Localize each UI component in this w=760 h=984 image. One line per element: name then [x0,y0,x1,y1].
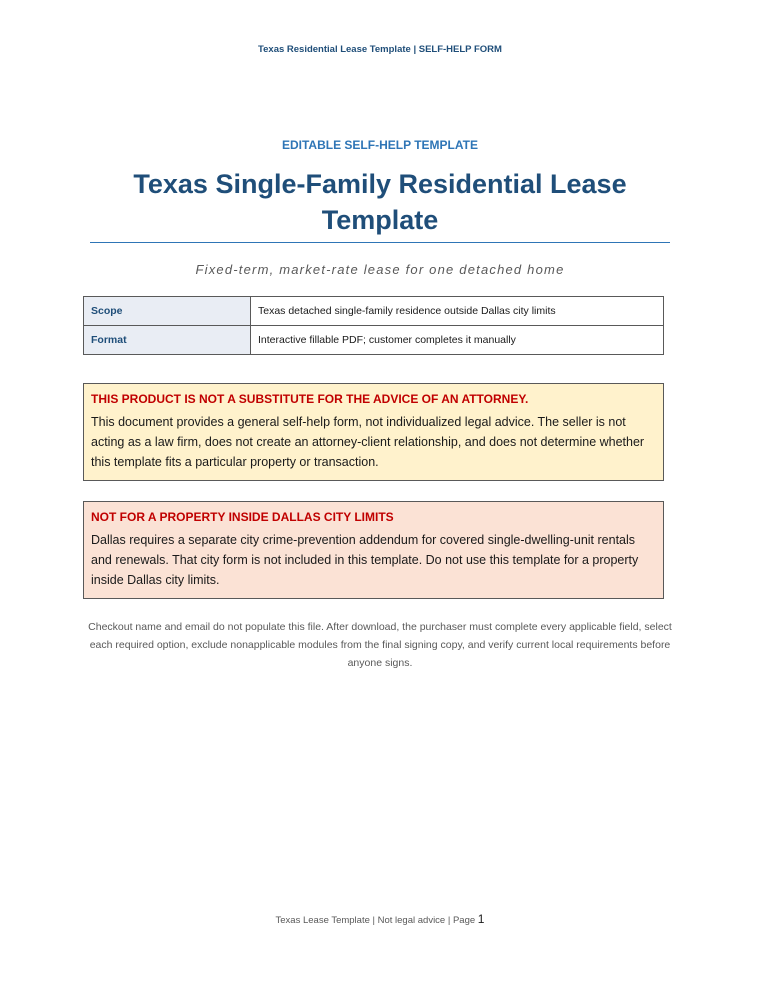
purchaser-instructions: Checkout name and email do not populate this file. After download, the purchaser must complete every applicable field, select each required option, exclude nonapplicable modules from the final signing copy, and verify current local requirements before anyone signs. [88,621,672,669]
dallas-warning-body: Dallas requires a separate city crime-prevention addendum for covered single-dwelling-unit rentals and renewals. That city form is not included in this template. Do not use this template for a property inside Dallas city limits. [91,533,639,587]
document-title-line-2: Template [321,205,439,235]
document-subtitle: Fixed-term, market-rate lease for one detached home [195,262,565,277]
footer-text: Texas Lease Template | Not legal advice | Page [275,915,476,926]
page-number: 1 [477,912,485,926]
document-title [90,166,670,238]
scope-value: Texas detached single-family residence outside Dallas city limits [251,297,664,326]
document-title-line-1: Texas Single-Family Residential Lease [133,169,627,199]
table-row [84,326,664,355]
attorney-disclaimer-box [83,383,664,481]
title-divider [90,242,670,243]
dallas-warning-box [83,501,664,599]
attorney-disclaimer-heading: THIS PRODUCT IS NOT A SUBSTITUTE FOR THE ADVICE OF AN ATTORNEY. [91,392,529,406]
document-kicker: EDITABLE SELF-HELP TEMPLATE [281,138,478,152]
attorney-disclaimer-body: This document provides a general self-help form, not individualized legal advice. The seller is not acting as a law firm, does not create an attorney-client relationship, and does not determine whether this template fits a particular property or transaction. [91,415,645,469]
running-header: Texas Residential Lease Template | SELF-HELP FORM [258,44,502,55]
format-label: Format [84,326,251,355]
page-footer [0,912,760,926]
scope-label: Scope [84,297,251,326]
scope-format-table [83,296,664,355]
format-value: Interactive fillable PDF; customer completes it manually [251,326,664,355]
dallas-warning-heading: NOT FOR A PROPERTY INSIDE DALLAS CITY LIMITS [91,510,394,524]
table-row [84,297,664,326]
